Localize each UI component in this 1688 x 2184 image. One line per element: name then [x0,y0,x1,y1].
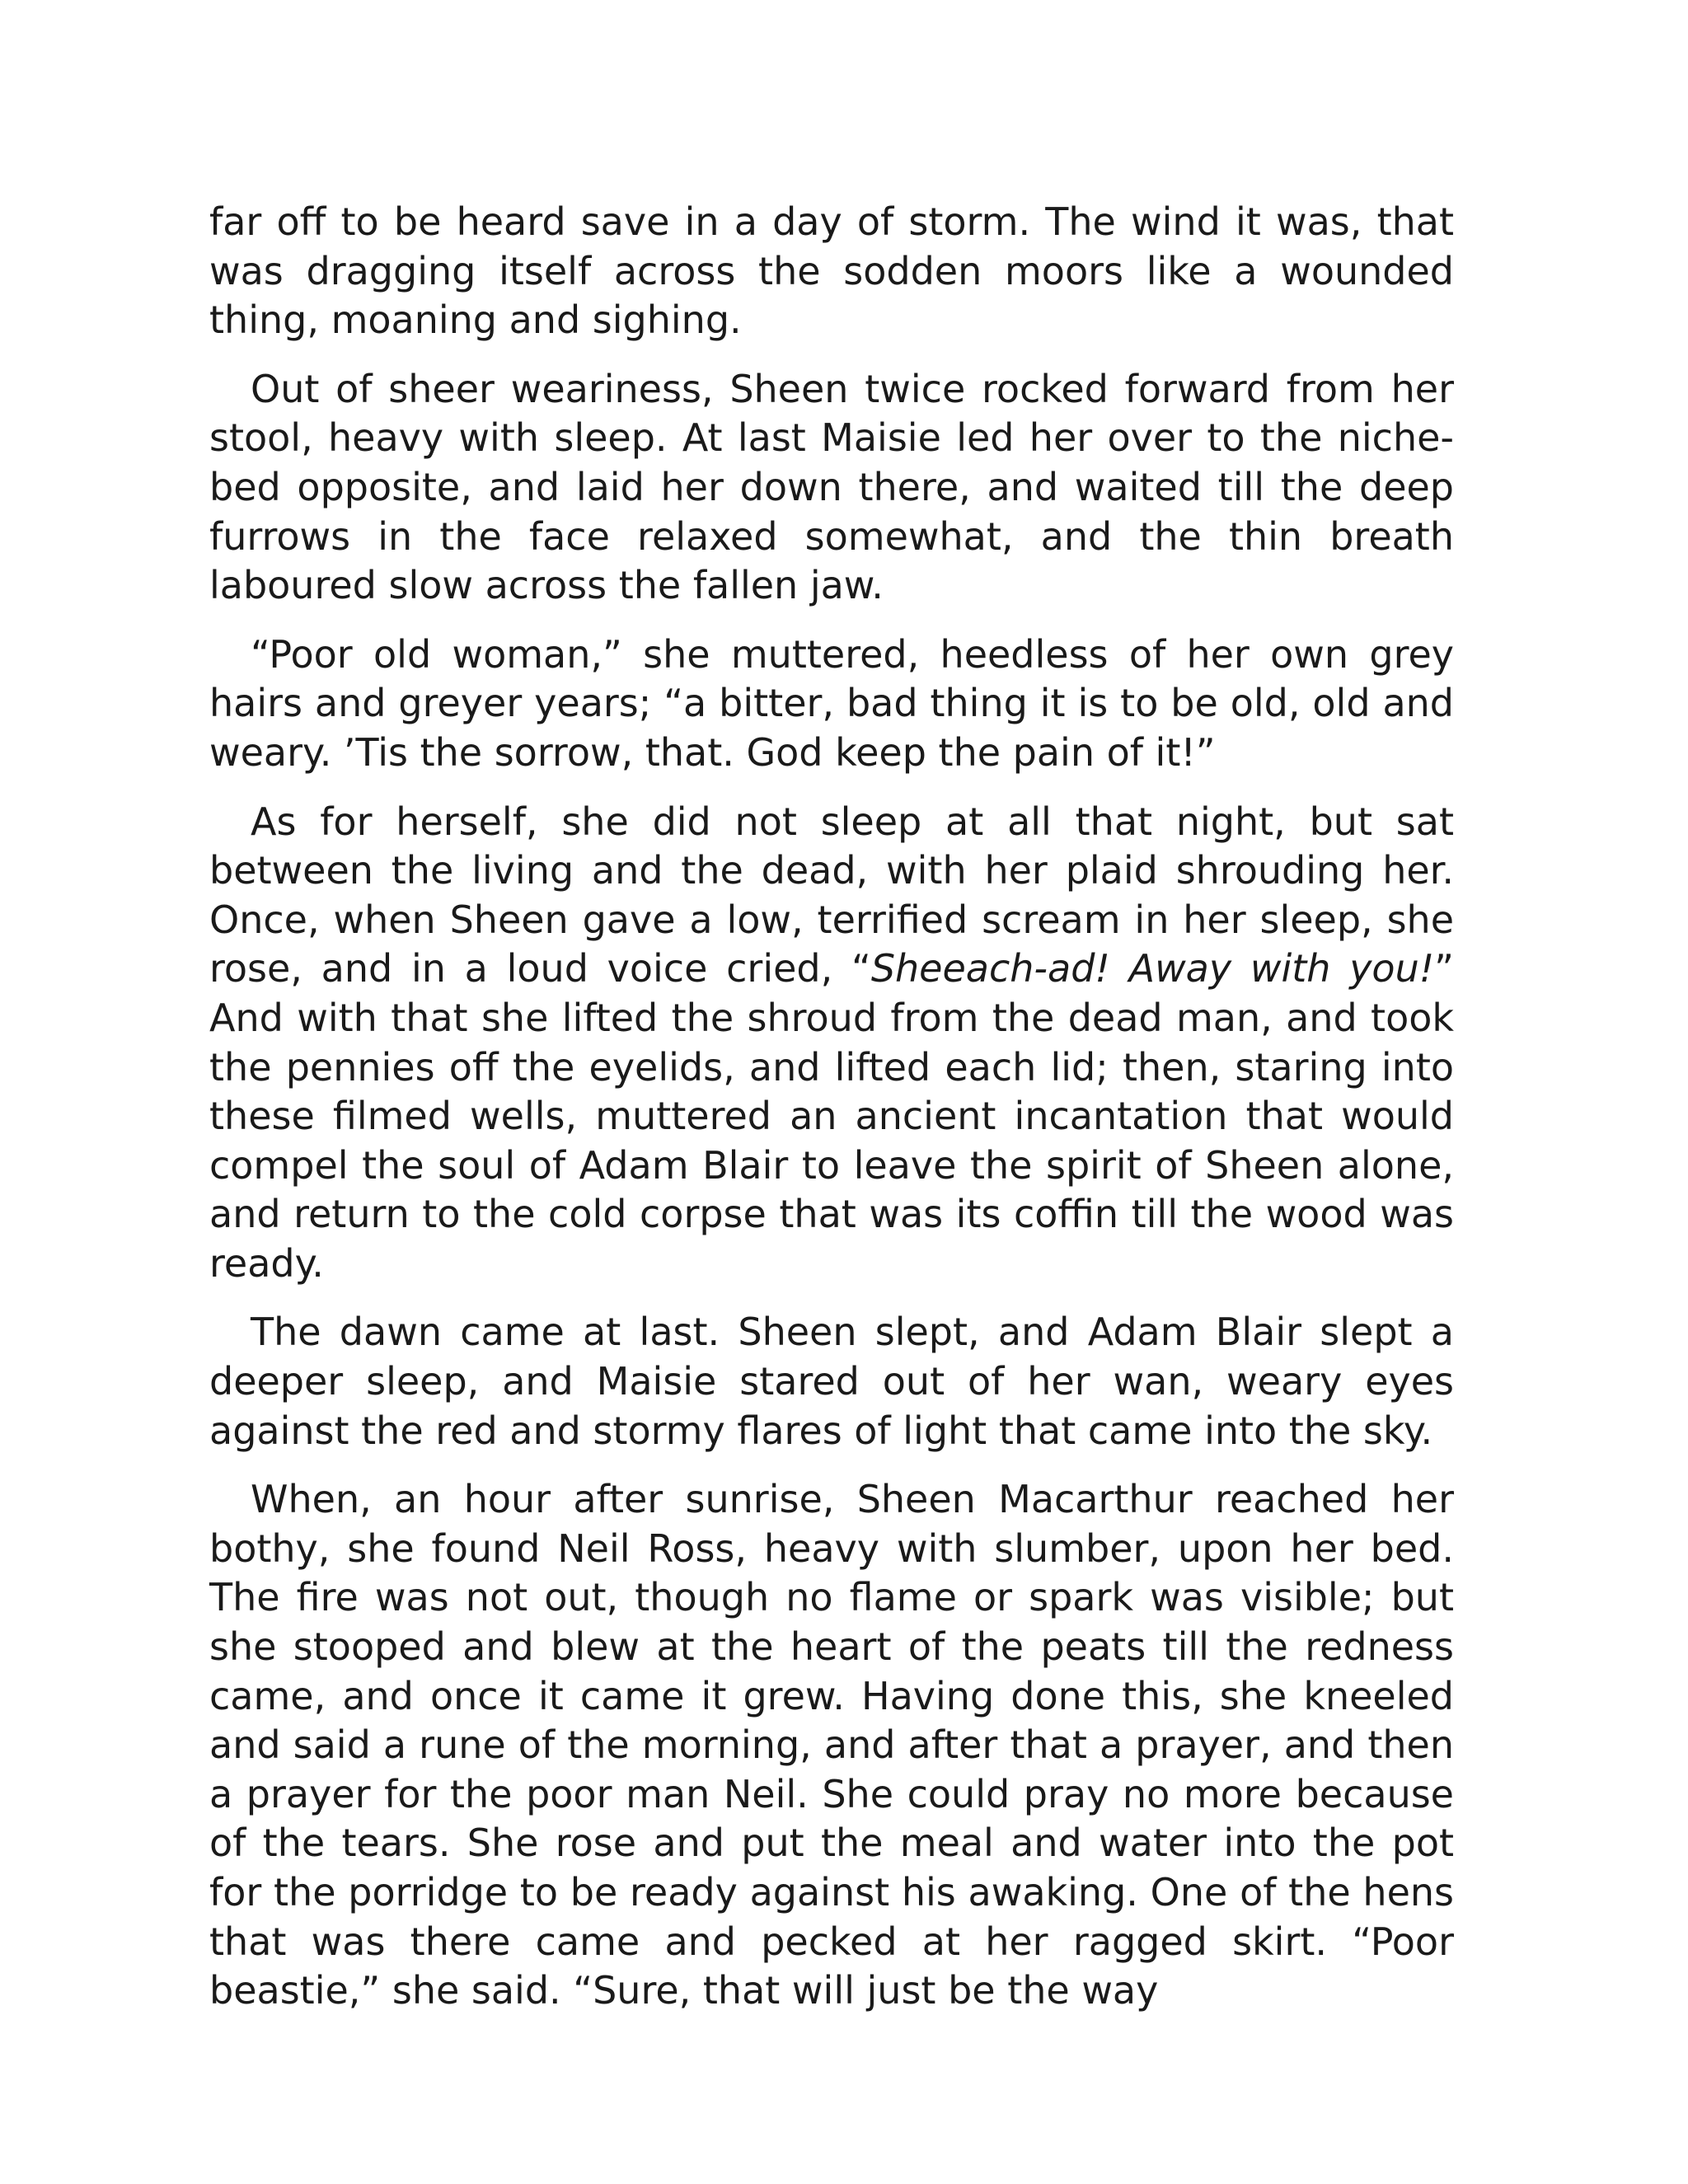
paragraph-text-before: As for herself, she did not sleep at all that night, but sat between the living and the dead, with her plaid shrouding her. Once, when Sheen gave a low, terrified scream in her sleep, she rose, and in a loud voice cried, “ [209,799,1454,991]
body-text [209,198,1454,2036]
paragraph: The dawn came at last. Sheen slept, and Adam Blair slept a deeper sleep, and Maisie stared out of her wan, weary eyes against the red and stormy flares of light that came into the sky. [209,1310,1454,1453]
paragraph: far off to be heard save in a day of storm. The wind it was, that was dragging itself across the sodden moors like a wounded thing, moaning and sighing. [209,199,1454,343]
paragraph: “Poor old woman,” she muttered, heedless of her own grey hairs and greyer years; “a bitter, bad thing it is to be old, old and weary. ’Tis the sorrow, that. God keep the pain of it!” [209,631,1454,775]
paragraph: Out of sheer weariness, Sheen twice rocked forward from her stool, heavy with sleep. At last Maisie led her over to the niche-bed opposite, and laid her down there, and waited till the deep furrows in the face relaxed somewhat, and the thin breath laboured slow across the fallen jaw. [209,366,1454,608]
paragraph: When, an hour after sunrise, Sheen Macarthur reached her bothy, she found Neil Ross, heavy with slumber, upon her bed. The fire was not out, though no flame or spark was visible; but she stooped and blew at the heart of the peats till the redness came, and once it came it grew. Having done this, she kneeled and said a rune of the morning, and after that a prayer, and then a prayer for the poor man Neil. She could pray no more because of the tears. She rose and put the meal and water into the pot for the porridge to be ready against his awaking. One of the hens that was there came and pecked at her ragged skirt. “Poor beastie,” she said. “Sure, that will just be the way [209,1477,1454,2013]
paragraph [209,798,1454,1289]
gaelic-exclamation: Sheeach-ad! Away with you! [870,946,1435,991]
paragraph-text-after: ” And with that she lifted the shroud from the dead man, and took the pennies off the eyelids, and lifted each lid; then, staring into these filmed wells, muttered an ancient incantation that would compel the soul of Adam Blair to leave the spirit of Sheen alone, and return to the cold corpse that was its coffin till the wood was ready. [209,946,1455,1286]
